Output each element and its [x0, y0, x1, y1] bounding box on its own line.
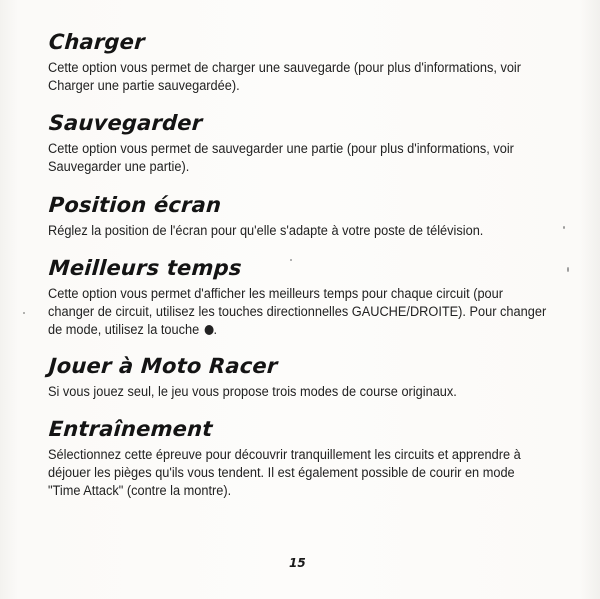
section-heading: Position écran: [48, 193, 223, 217]
section-meilleurs-temps: [48, 256, 600, 339]
section-body: [48, 285, 548, 339]
section-body: Sélectionnez cette épreuve pour découvrir tranquillement les circuits et apprendre à déjouer les pièges qu'ils vous tendent. Il est également possible de courir en mode "Time Attack" (contre la montre).: [48, 447, 521, 499]
section-heading: Sauvegarder: [48, 111, 204, 135]
section-sauvegarder: [48, 111, 600, 176]
section-heading: Meilleurs temps: [48, 256, 243, 280]
paper-speck: [23, 312, 25, 314]
section-entrainement: [48, 417, 600, 500]
paper-speck: [567, 267, 569, 272]
section-heading: Charger: [48, 30, 146, 54]
section-body: Cette option vous permet de sauvegarder une partie (pour plus d'informations, voir Sauvegarder une partie).: [48, 141, 514, 175]
section-jouer-moto-racer: [48, 354, 600, 401]
paper-speck: [563, 226, 565, 229]
section-body: Si vous jouez seul, le jeu vous propose trois modes de course originaux.: [48, 384, 457, 400]
section-body: Cette option vous permet de charger une sauvegarde (pour plus d'informations, voir Charger une partie sauvegardée).: [48, 60, 522, 94]
section-heading: Entraînement: [48, 417, 214, 441]
section-body: Réglez la position de l'écran pour qu'elle s'adapte à votre poste de télévision.: [48, 223, 484, 239]
paper-speck: [290, 259, 292, 261]
circle-button-icon: [205, 325, 214, 335]
section-heading: Jouer à Moto Racer: [48, 354, 279, 378]
page-number: 15: [289, 556, 306, 570]
section-charger: [48, 30, 600, 95]
section-body-end: .: [213, 322, 218, 338]
section-body-text: Cette option vous permet d'afficher les meilleurs temps pour chaque circuit (pour changer de circuit, utilisez les touches directionnelles GAUCHE/DROITE). Pour changer de mode, utilisez la touche: [48, 286, 547, 338]
section-position-ecran: [48, 193, 600, 240]
